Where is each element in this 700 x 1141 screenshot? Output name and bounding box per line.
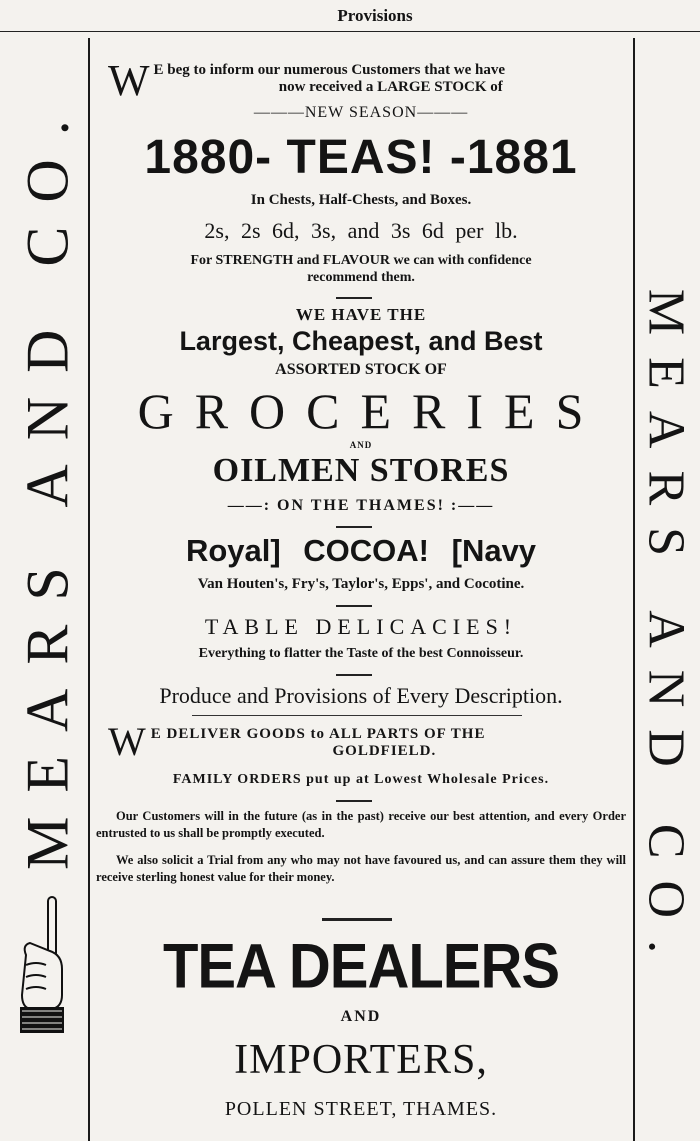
produce-provisions-line: Produce and Provisions of Every Description. bbox=[159, 683, 563, 708]
we-have-heading: WE HAVE THE bbox=[295, 305, 427, 324]
right-column-rule bbox=[633, 38, 635, 1141]
oilmen-stores-heading: OILMEN STORES bbox=[212, 452, 510, 489]
strength-line-2: recommend them. bbox=[307, 270, 415, 285]
royal-navy-cocoa: Royal] COCOA! [Navy bbox=[185, 533, 537, 568]
and-small: AND bbox=[349, 440, 373, 450]
divider-rule bbox=[336, 297, 372, 299]
divider-rule bbox=[322, 918, 392, 921]
new-season-heading: ———NEW SEASON——— bbox=[253, 104, 469, 121]
side-banner-right: MEARS AND CO. bbox=[637, 288, 695, 976]
intro-line-1: E beg to inform our numerous Customers that we have bbox=[153, 62, 506, 78]
divider-rule bbox=[336, 605, 372, 607]
header-rule bbox=[0, 31, 700, 32]
trial-paragraph: We also solicit a Trial from any who may not have favoured us, and can assure them they will receive sterling honest value for their money. bbox=[96, 853, 626, 884]
cocoa-brands-line: Van Houten's, Fry's, Taylor's, Epps', and Cocotine. bbox=[197, 576, 525, 592]
strength-note bbox=[96, 252, 626, 286]
and-large: AND bbox=[340, 1008, 382, 1025]
delivery-notice bbox=[108, 719, 618, 764]
tea-dealers-heading: TEA DEALERS bbox=[162, 931, 560, 1002]
strength-line-1: For STRENGTH and FLAVOUR we can with confidence bbox=[190, 253, 532, 268]
divider-rule bbox=[336, 674, 372, 676]
intro-line-2: now received a LARGE STOCK of bbox=[278, 79, 503, 95]
teas-headline: 1880- TEAS! -1881 bbox=[144, 131, 578, 184]
family-orders-line: FAMILY ORDERS put up at Lowest Wholesale Prices. bbox=[172, 772, 550, 787]
chests-line: In Chests, Half-Chests, and Boxes. bbox=[250, 192, 472, 208]
largest-cheapest-best: Largest, Cheapest, and Best bbox=[179, 326, 543, 356]
divider-rule bbox=[336, 800, 372, 802]
side-banner-left: MEARS AND CO. bbox=[14, 96, 81, 870]
divider-rule bbox=[336, 526, 372, 528]
section-title: Provisions bbox=[337, 6, 413, 25]
tea-prices: 2s, 2s 6d, 3s, and 3s 6d per lb. bbox=[204, 218, 518, 243]
table-delicacies-heading: TABLE DELICACIES! bbox=[204, 614, 518, 639]
pointing-hand-icon bbox=[16, 895, 68, 1035]
on-the-thames-line: ——: ON THE THAMES! :—— bbox=[227, 497, 495, 514]
customers-paragraph: Our Customers will in the future (as in the past) receive our best attention, and every Order entrusted to us shall be promptly executed. bbox=[96, 809, 626, 840]
connoisseur-line: Everything to flatter the Taste of the best Connoisseur. bbox=[198, 646, 524, 661]
assorted-stock-line: ASSORTED STOCK OF bbox=[275, 361, 447, 378]
intro-paragraph bbox=[108, 56, 628, 105]
intro-dropcap: W bbox=[108, 56, 150, 105]
groceries-heading: GROCERIES bbox=[137, 383, 605, 439]
deliver-line-1: E DELIVER GOODS to ALL PARTS OF THE bbox=[150, 726, 486, 742]
deliver-dropcap: W bbox=[108, 719, 147, 764]
divider-rule bbox=[192, 715, 522, 716]
left-column-rule bbox=[88, 38, 90, 1141]
importers-heading: IMPORTERS, bbox=[234, 1037, 488, 1083]
address-line: POLLEN STREET, THAMES. bbox=[224, 1098, 498, 1120]
deliver-line-2: GOLDFIELD. bbox=[332, 743, 437, 759]
